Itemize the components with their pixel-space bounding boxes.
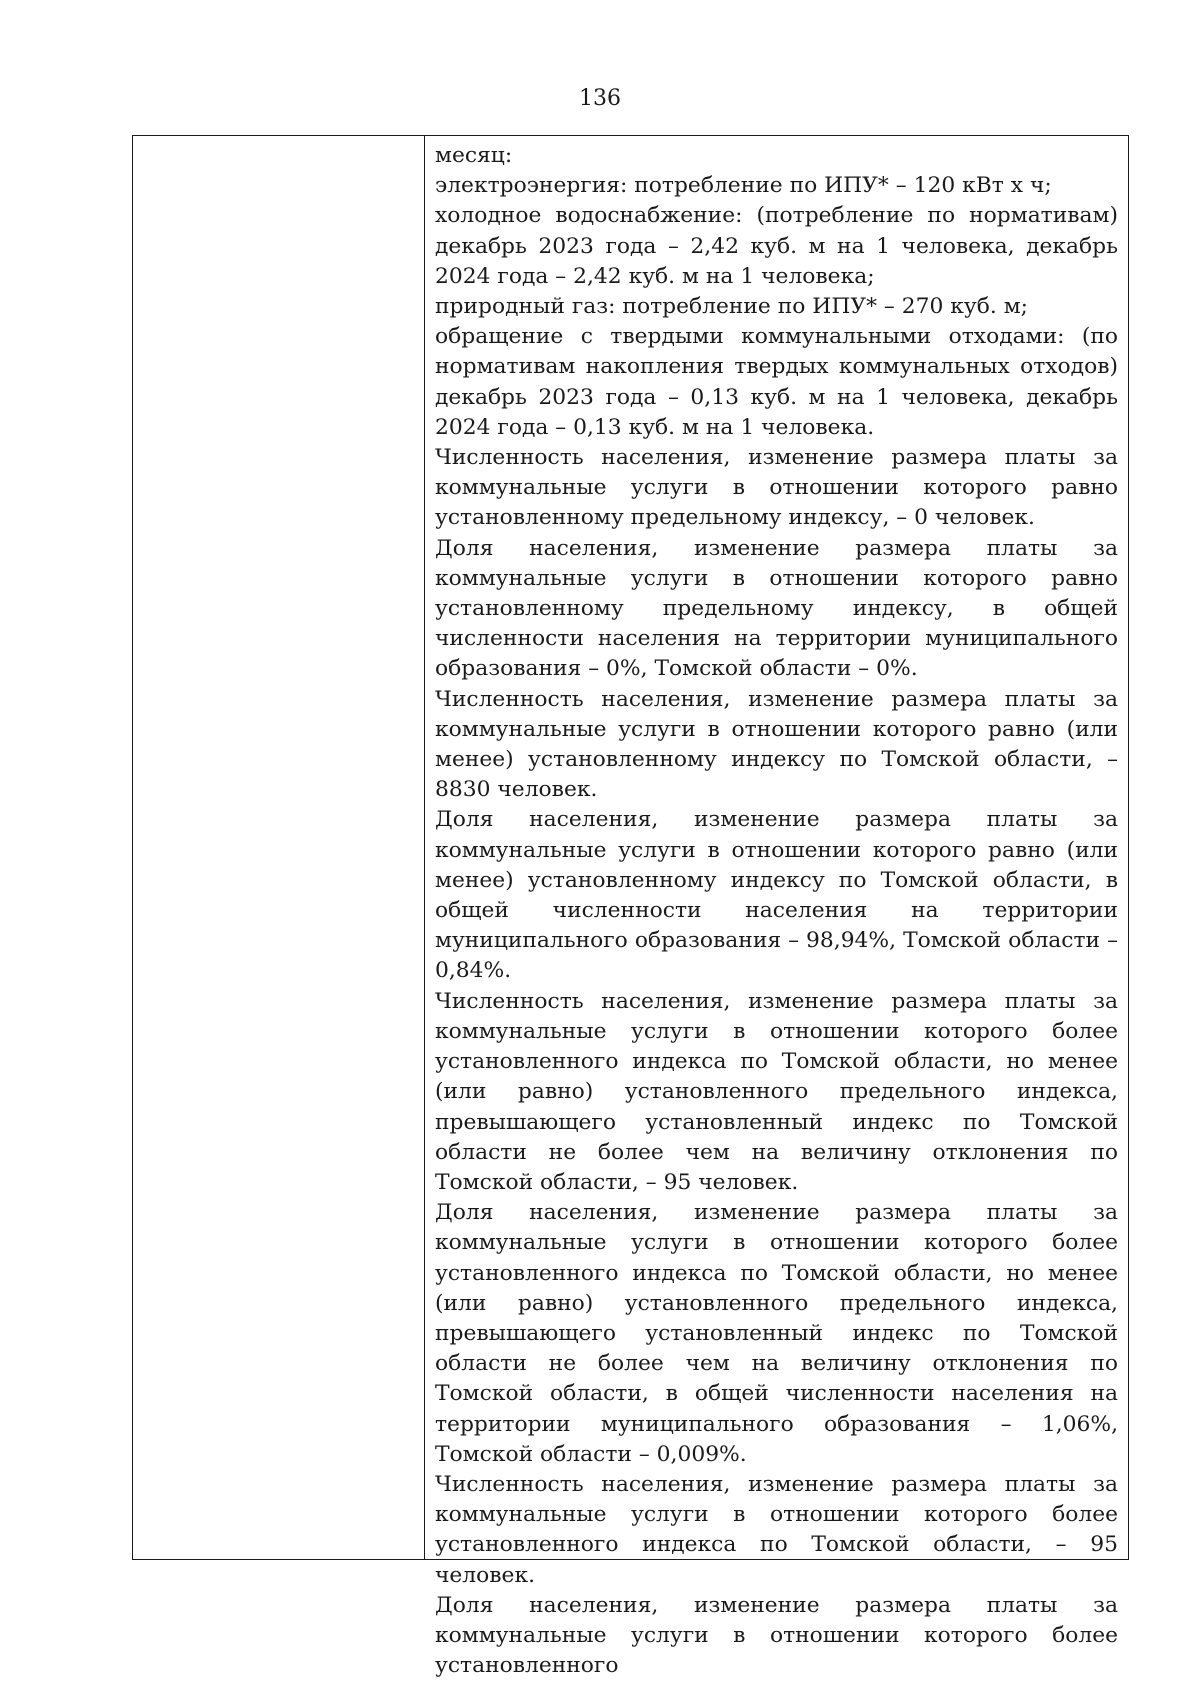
paragraph-cold-water: холодное водоснабжение: (потребление по нормативам) декабрь 2023 года – 2,42 куб. м на 1 человека, декабрь 2024 года – 2,42 куб. м на 1 человека; [435,203,1118,289]
paragraph-share-equal-limit-index: Доля населения, изменение размера платы за коммунальные услуги в отношении которого равно установленному предельному индексу, в общей численности населения на территории муниципального образования – 0%, Томской области – 0%. [435,535,1118,682]
paragraph-population-above-index: Численность населения, изменение размера платы за коммунальные услуги в отношении которого более установленного индекса по Томской области, – 95 человек. [435,1471,1118,1588]
paragraph-electricity: электроэнергия: потребление по ИПУ* – 120 кВт х ч; [435,173,1052,199]
paragraph-solid-waste: обращение с твердыми коммунальными отходами: (по нормативам накопления твердых коммунальных отходов) декабрь 2023 года – 0,13 куб. м на 1 человека, декабрь 2024 года – 0,13 куб. м на 1 человека. [435,324,1118,440]
paragraph-month: месяц: [435,143,513,168]
paragraph-population-equal-limit-index: Численность населения, изменение размера платы за коммунальные услуги в отношении которого равно установленному предельному индексу, – 0 человек. [435,445,1118,531]
table-right-cell [425,136,1128,1679]
paragraph-population-between-indexes: Численность населения, изменение размера платы за коммунальные услуги в отношении которого более установленного индекса по Томской области, но менее (или равно) установленного предельного индекса, превышающего установленный индекс по Томской области не более чем на величину отклонения по Томской области, – 95 человек. [435,988,1118,1195]
table-left-cell [133,136,425,1559]
document-table [132,135,1129,1679]
paragraph-population-below-index: Численность населения, изменение размера платы за коммунальные услуги в отношении которого равно (или менее) установленному индексу по Томской области, – 8830 человек. [435,686,1118,803]
paragraph-share-above-index: Доля населения, изменение размера платы за коммунальные услуги в отношении которого более установленного [435,1592,1118,1679]
paragraph-share-between-indexes: Доля населения, изменение размера платы за коммунальные услуги в отношении которого более установленного индекса по Томской области, но менее (или равно) установленного предельного индекса, превышающего установленный индекс по Томской области не более чем на величину отклонения по Томской области, в общей численности населения на территории муниципального образования – 1,06%, Томской области – 0,009%. [435,1200,1118,1467]
paragraph-share-below-index: Доля населения, изменение размера платы за коммунальные услуги в отношении которого равно (или менее) установленному индексу по Томской области, в общей численности населения на территории муниципального образования – 98,94%, Томской области – 0,84%. [435,807,1118,984]
page-number: 136 [579,86,621,111]
paragraph-natural-gas: природный газ: потребление по ИПУ* – 270 куб. м; [435,294,1028,320]
